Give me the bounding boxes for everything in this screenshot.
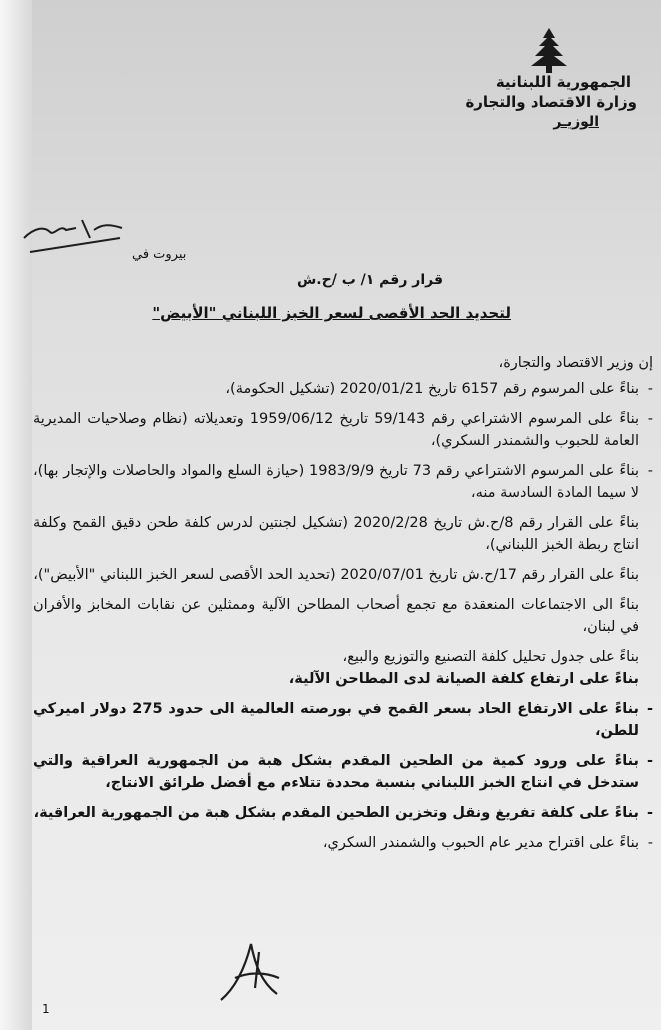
clause-1 bbox=[33, 378, 653, 400]
decision-number: قرار رقم ١/ ب /ح.ش bbox=[296, 272, 443, 288]
clause-7 bbox=[33, 646, 653, 668]
clause-text: بناءً على المرسوم رقم 6157 تاريخ 2020/01/21 (تشكيل الحكومة)، bbox=[225, 381, 639, 397]
clause-text: بناءً على ارتفاع كلفة الصيانة لدى المطاحن الآلية، bbox=[288, 671, 639, 687]
bullet-marker: - bbox=[646, 805, 653, 821]
clause-text: بناءً على المرسوم الاشتراعي رقم 59/143 تاريخ 1959/06/12 وتعديلاته (نظام وصلاحيات المديرية العامة للحبوب والشمندر السكري)، bbox=[33, 411, 639, 449]
handwritten-signature bbox=[215, 938, 285, 1004]
clause-4 bbox=[33, 512, 653, 556]
clause-12 bbox=[33, 832, 653, 854]
intro-line: إن وزير الاقتصاد والتجارة، bbox=[498, 355, 653, 371]
letterhead bbox=[465, 72, 637, 132]
clause-text: بناءً على الارتفاع الحاد بسعر القمح في بورصته العالمية الى حدود 275 دولار اميركي للطن، bbox=[33, 701, 640, 739]
clause-3 bbox=[33, 460, 653, 504]
date-label: بيروت في bbox=[132, 247, 187, 262]
minister-label: الوزيـر bbox=[553, 114, 599, 130]
scan-edge-shadow bbox=[0, 0, 32, 1030]
clause-text: بناءً الى الاجتماعات المنعقدة مع تجمع أصحاب المطاحن الآلية وممثلين عن نقابات المخابز والأفران في لبنان، bbox=[33, 597, 639, 635]
bullet-marker: - bbox=[646, 701, 653, 717]
clause-text: بناءً على جدول تحليل كلفة التصنيع والتوزيع والبيع، bbox=[342, 649, 639, 665]
decision-title: لتحديد الحد الأقصى لسعر الخبز اللبناني "الأبيض" bbox=[152, 304, 511, 322]
document-body bbox=[33, 352, 653, 854]
clause-text: بناءً على المرسوم الاشتراعي رقم 73 تاريخ 1983/9/9 (حيازة السلع والمواد والحاصلات والإتجار بها)، لا سيما المادة السادسة منه، bbox=[33, 463, 639, 501]
cedar-emblem-icon bbox=[523, 26, 575, 74]
republic-name: الجمهورية اللبنانية bbox=[495, 73, 631, 91]
clause-9 bbox=[33, 698, 653, 742]
clause-text: بناءً على ورود كمية من الطحين المقدم بشكل هبة من الجمهورية العراقية والتي ستدخل في انتاج الخبز اللبناني بنسبة محددة تتلاءم مع أفضل طرائق الانتاج، bbox=[33, 753, 639, 791]
clause-text: بناءً على القرار رقم 8/ح.ش تاريخ 2020/2/28 (تشكيل لجنتين لدرس كلفة طحن دقيق القمح وكلفة انتاج ربطة الخبز اللبناني)، bbox=[33, 515, 639, 553]
clause-text: بناءً على اقتراح مدير عام الحبوب والشمندر السكري، bbox=[322, 835, 639, 851]
clause-10 bbox=[33, 750, 653, 794]
page-number: 1 bbox=[42, 1002, 50, 1016]
bullet-marker: - bbox=[647, 835, 653, 851]
clause-6 bbox=[33, 594, 653, 638]
ministry-name: وزارة الاقتصاد والتجارة bbox=[465, 93, 637, 111]
clause-2 bbox=[33, 408, 653, 452]
bullet-marker: - bbox=[647, 381, 653, 397]
bullet-marker: - bbox=[647, 411, 653, 427]
bullet-marker: - bbox=[646, 753, 653, 769]
bullet-marker: - bbox=[647, 463, 653, 479]
clause-text: بناءً على القرار رقم 17/ح.ش تاريخ 2020/07/01 (تحديد الحد الأقصى لسعر الخبز اللبناني "الأبيض")، bbox=[33, 567, 639, 583]
clause-text: بناءً على كلفة تفريغ ونقل وتخزين الطحين المقدم بشكل هبة من الجمهورية العراقية، bbox=[33, 805, 639, 821]
clause-11 bbox=[33, 802, 653, 824]
clause-5 bbox=[33, 564, 653, 586]
handwritten-date bbox=[20, 208, 130, 258]
clause-8 bbox=[33, 668, 653, 690]
